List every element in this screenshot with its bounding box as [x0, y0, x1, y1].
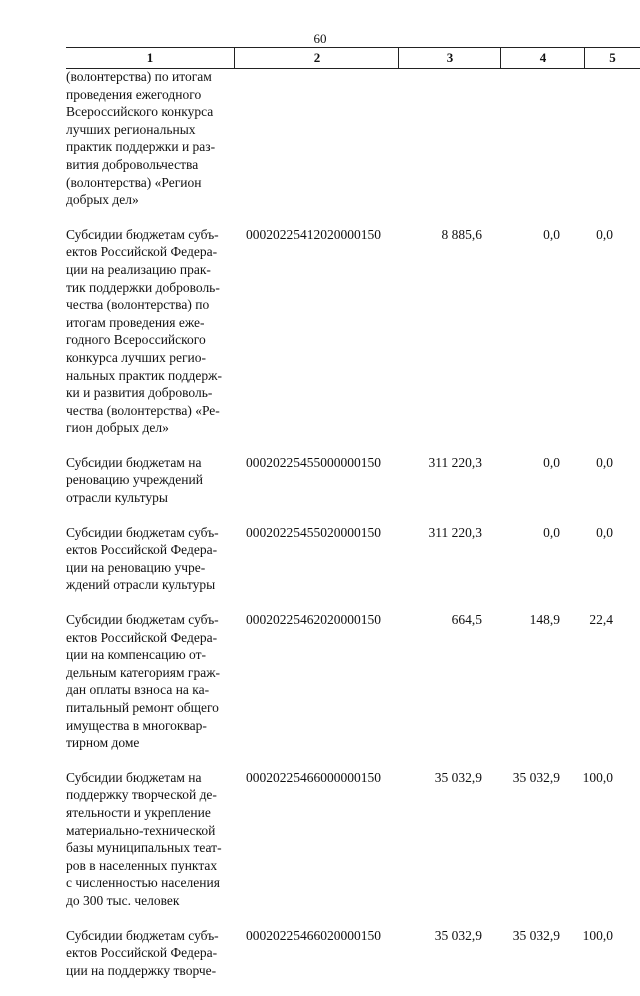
column-header-row	[66, 47, 640, 69]
table-row	[0, 68, 640, 209]
row-value-col4: 35 032,9	[512, 769, 560, 785]
row-value-col4: 35 032,9	[512, 927, 560, 943]
row-value-col5: 100,0	[582, 769, 613, 785]
row-name: Субсидии бюджетам субъ- ектов Российской Федера- ции на реновацию учре- ждений отрасли культуры	[66, 524, 219, 593]
row-name: Субсидии бюджетам на поддержку творческой де- ятельности и укрепление материально-технической базы муниципальных теат- ров в населенных пунктах с численностью населения до 300 тыс. человек	[66, 769, 222, 908]
row-code: 00020225455020000150	[246, 524, 381, 540]
row-value-col5: 0,0	[596, 454, 613, 470]
column-header-2: 2	[234, 48, 399, 68]
row-value-col3: 8 885,6	[441, 226, 482, 242]
table-row	[0, 927, 640, 980]
row-name: Субсидии бюджетам субъ- ектов Российской Федера- ции на реализацию прак- тик поддержки доброволь- чества (волонтерства) по итогам проведения еже- годного Всероссийского конкурса лучших регио- нальных практик поддерж- ки и развития доброволь- чества (волонтерства) «Ре- гион добрых дел»	[66, 226, 222, 436]
row-value-col5: 22,4	[589, 612, 613, 628]
row-name: Субсидии бюджетам на реновацию учреждений отрасли культуры	[66, 454, 203, 506]
row-value-col3: 664,5	[451, 612, 482, 628]
row-name: Субсидии бюджетам субъ- ектов Российской Федера- ции на компенсацию от- дельным категориям граж- дан оплаты взноса на ка- питальный ремонт общего имущества в многоквар- тирном доме	[66, 612, 221, 751]
row-value-col3: 35 032,9	[434, 927, 482, 943]
row-name: (волонтерства) по итогам проведения ежегодного Всероссийского конкурса лучших региональных практик поддержки и раз- вития добровольчества (волонтерства) «Регион добрых дел»	[66, 69, 216, 208]
page-number: 60	[313, 31, 327, 46]
row-code: 00020225462020000150	[246, 612, 381, 628]
row-value-col5: 0,0	[596, 226, 613, 242]
table-row	[0, 226, 640, 437]
column-header-5: 5	[584, 48, 640, 68]
row-value-col3: 35 032,9	[434, 769, 482, 785]
table-row	[0, 769, 640, 910]
row-code: 00020225455000000150	[246, 454, 381, 470]
table-body	[0, 68, 640, 996]
row-value-col4: 0,0	[543, 524, 560, 540]
column-header-1: 1	[146, 50, 154, 65]
column-header-4: 4	[500, 48, 585, 68]
row-value-col4: 148,9	[529, 612, 560, 628]
row-code: 00020225466020000150	[246, 927, 381, 943]
row-value-col4: 0,0	[543, 454, 560, 470]
row-code: 00020225412020000150	[246, 226, 381, 242]
table-row	[0, 611, 640, 752]
row-value-col3: 311 220,3	[428, 454, 482, 470]
row-code: 00020225466000000150	[246, 769, 381, 785]
row-value-col5: 0,0	[596, 524, 613, 540]
row-name: Субсидии бюджетам субъ- ектов Российской Федера- ции на поддержку творче-	[66, 927, 219, 978]
row-value-col3: 311 220,3	[428, 524, 482, 540]
table-row	[0, 524, 640, 594]
column-header-3: 3	[398, 48, 501, 68]
table-row	[0, 454, 640, 507]
row-value-col4: 0,0	[543, 226, 560, 242]
row-value-col5: 100,0	[582, 927, 613, 943]
